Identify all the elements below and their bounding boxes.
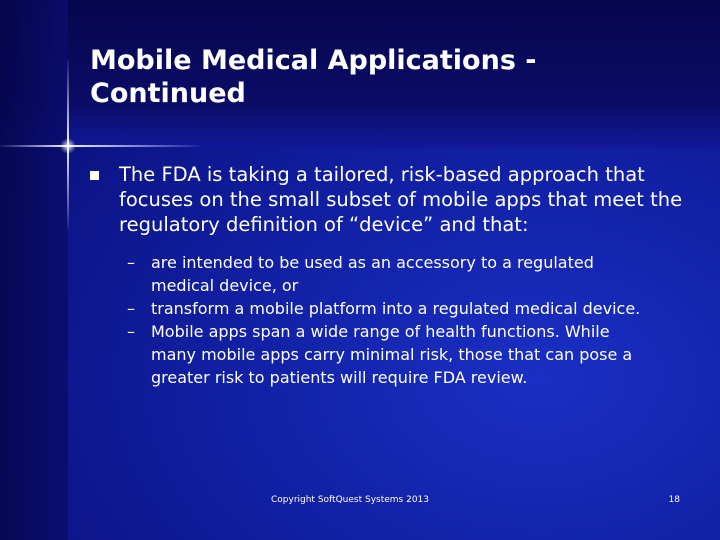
dash-bullet-icon: – <box>127 322 135 341</box>
dash-bullet-icon: – <box>127 253 135 272</box>
page-number: 18 <box>668 495 680 505</box>
sub-bullet-text: transform a mobile platform into a regulated medical device. <box>151 299 641 318</box>
bullet-item <box>88 162 688 389</box>
bullet-list <box>88 162 688 389</box>
sparkle-horizontal <box>0 145 200 147</box>
sub-bullet-item <box>119 320 659 389</box>
sub-bullet-item <box>119 251 659 297</box>
square-bullet-icon <box>90 171 99 180</box>
left-band <box>0 0 68 540</box>
sub-bullet-text: are intended to be used as an accessory to a regulated medical device, or <box>151 253 594 295</box>
sparkle-icon <box>60 138 76 154</box>
slide-title: Mobile Medical Applications - Continued <box>90 45 537 109</box>
sub-bullet-list <box>119 251 659 389</box>
sub-bullet-text: Mobile apps span a wide range of health functions. While many mobile apps carry minimal risk, those that can pose a greater risk to patients will require FDA review. <box>151 322 633 387</box>
footer-copyright: Copyright SoftQuest Systems 2013 <box>270 495 429 505</box>
bullet-text: The FDA is taking a tailored, risk-based approach that focuses on the small subset of mobile apps that meet the regulatory definition of “device” and that: <box>119 163 683 236</box>
sub-bullet-item <box>119 297 659 320</box>
dash-bullet-icon: – <box>127 299 135 318</box>
